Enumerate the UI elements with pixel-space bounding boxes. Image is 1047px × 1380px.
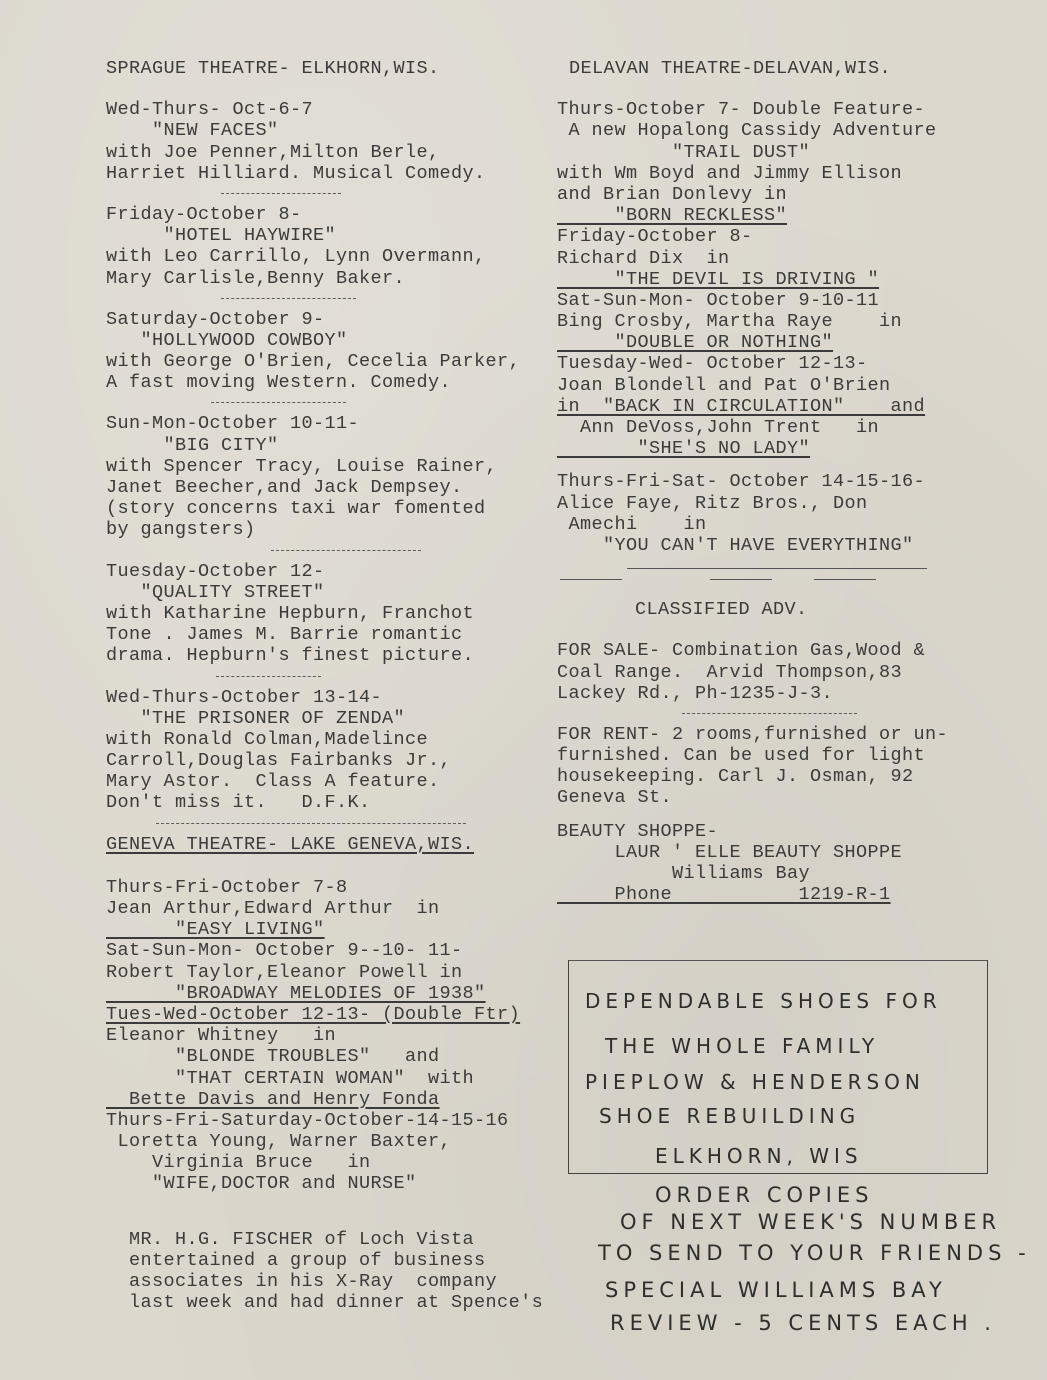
- listing-title: "YOU CAN'T HAVE EVERYTHING": [557, 534, 914, 556]
- listing-line: Alice Faye, Ritz Bros., Don: [557, 492, 868, 514]
- order-line: REVIEW - 5 CENTS EACH .: [610, 1311, 996, 1335]
- listing-line: with George O'Brien, Cecelia Parker,: [106, 351, 521, 373]
- ad-line: FOR SALE- Combination Gas,Wood &: [557, 640, 926, 662]
- ad-line: ELKHORN, WIS: [655, 1144, 863, 1168]
- listing-line: Tone . James M. Barrie romantic: [106, 624, 463, 646]
- geneva-heading: GENEVA THEATRE- LAKE GENEVA,WIS.: [106, 833, 475, 855]
- listing-title: "THE DEVIL IS DRIVING ": [557, 268, 880, 290]
- ad-line: SHOE REBUILDING: [599, 1104, 861, 1128]
- notice-line: entertained a group of business: [106, 1249, 486, 1271]
- listing-line: Bette Davis and Henry Fonda: [106, 1088, 440, 1110]
- listing-line: with Spencer Tracy, Louise Rainer,: [106, 455, 498, 477]
- listing-line: drama. Hepburn's finest picture.: [106, 645, 475, 667]
- order-line: ORDER COPIES: [655, 1183, 874, 1207]
- listing-line: Saturday-October 9-: [106, 308, 325, 330]
- listing-line: Bing Crosby, Martha Raye in: [557, 311, 903, 333]
- ad-line: furnished. Can be used for light: [557, 745, 926, 767]
- listing-line: with Wm Boyd and Jimmy Ellison: [557, 162, 903, 184]
- listing-title: "THAT CERTAIN WOMAN" with: [106, 1067, 475, 1089]
- listing-line: Tuesday-Wed- October 12-13-: [557, 353, 868, 375]
- listing-line: Friday-October 8-: [106, 203, 302, 225]
- listing-line: Thurs-Fri-October 7-8: [106, 876, 348, 898]
- ad-line: Williams Bay: [557, 863, 811, 884]
- listing-title: "THE PRISONER OF ZENDA": [106, 707, 406, 729]
- sprague-listing-1: [106, 99, 556, 184]
- listing-line: (story concerns taxi war fomented: [106, 498, 486, 520]
- listing-title: "BROADWAY MELODIES OF 1938": [106, 982, 486, 1004]
- listing-line: Wed-Thurs-October 13-14-: [106, 686, 383, 708]
- notice-line: MR. H.G. FISCHER of Loch Vista: [106, 1228, 475, 1250]
- delavan-listings: [557, 99, 1017, 459]
- listing-line: Sun-Mon-October 10-11-: [106, 413, 360, 435]
- listing-line: with Katharine Hepburn, Franchot: [106, 602, 475, 624]
- listing-line: Janet Beecher,and Jack Dempsey.: [106, 477, 463, 498]
- notice-line: last week and had dinner at Spence's: [106, 1292, 544, 1314]
- sprague-heading: SPRAGUE THEATRE- ELKHORN,WIS.: [106, 58, 440, 79]
- listing-line: Mary Carlisle,Benny Baker.: [106, 267, 406, 289]
- ad-line: PIEPLOW & HENDERSON: [585, 1070, 925, 1094]
- listing-title: "QUALITY STREET": [106, 581, 325, 603]
- ad-line: Geneva St.: [557, 787, 673, 809]
- ad-line: THE WHOLE FAMILY: [605, 1034, 880, 1058]
- listing-line: Ann DeVoss,John Trent in: [557, 417, 880, 438]
- ad-line: LAUR ' ELLE BEAUTY SHOPPE: [557, 841, 903, 863]
- ad-line: Lackey Rd., Ph-1235-J-3.: [557, 682, 834, 704]
- left-column: [106, 58, 556, 1313]
- ad-line: FOR RENT- 2 rooms,furnished or un-: [557, 723, 949, 745]
- beauty-shoppe-ad: [557, 821, 1017, 906]
- listing-line: by gangsters): [106, 519, 256, 541]
- listing-title: "EASY LIVING": [106, 919, 325, 941]
- listing-line: Harriet Hilliard. Musical Comedy.: [106, 162, 486, 184]
- listing-line: Amechi in: [557, 513, 707, 535]
- listing-line: Thurs-October 7- Double Feature-: [557, 99, 926, 121]
- listing-line: Loretta Young, Warner Baxter,: [106, 1131, 452, 1153]
- listing-line: Friday-October 8-: [557, 226, 753, 248]
- listing-line: Tuesday-October 12-: [106, 560, 325, 582]
- listing-line: Don't miss it. D.F.K.: [106, 792, 371, 814]
- ad-line: housekeeping. Carl J. Osman, 92: [557, 766, 914, 788]
- listing-line: Wed-Thurs- Oct-6-7: [106, 99, 314, 121]
- divider: [221, 298, 356, 299]
- geneva-listings: [106, 877, 556, 1195]
- shoe-ad-box: [568, 960, 988, 1174]
- order-line: SPECIAL WILLIAMS BAY: [605, 1278, 947, 1302]
- sprague-listing-4: [106, 413, 556, 540]
- order-line: TO SEND TO YOUR FRIENDS -: [598, 1241, 1031, 1265]
- listing-line: Sat-Sun-Mon- October 9-10-11: [557, 289, 880, 311]
- listing-title: "DOUBLE OR NOTHING": [557, 332, 834, 354]
- for-sale-ad: [557, 640, 1017, 704]
- listing-title: "BIG CITY": [106, 434, 279, 456]
- listing-title: "BORN RECKLESS": [557, 205, 788, 227]
- listing-line: Thurs-Fri-Sat- October 14-15-16-: [557, 471, 926, 493]
- listing-line: Jean Arthur,Edward Arthur in: [106, 898, 440, 919]
- right-column: [557, 58, 1017, 905]
- listing-title: "HOTEL HAYWIRE": [106, 225, 337, 247]
- order-line: OF NEXT WEEK'S NUMBER: [620, 1210, 1002, 1234]
- ad-line: DEPENDABLE SHOES FOR: [585, 989, 942, 1013]
- fischer-notice: [106, 1229, 556, 1314]
- listing-title: "HOLLYWOOD COWBOY": [106, 329, 348, 351]
- sprague-listing-2: [106, 204, 556, 289]
- divider: [682, 713, 857, 714]
- listing-line: Thurs-Fri-Saturday-October-14-15-16: [106, 1109, 509, 1131]
- listing-title: "BLONDE TROUBLES" and: [106, 1046, 440, 1068]
- classified-heading: CLASSIFIED ADV.: [635, 599, 808, 621]
- delavan-listing-final: [557, 471, 1017, 556]
- notice-line: associates in his X-Ray company: [106, 1271, 498, 1292]
- delavan-heading: DELAVAN THEATRE-DELAVAN,WIS.: [569, 58, 892, 79]
- listing-line: Virginia Bruce in: [106, 1152, 371, 1174]
- sprague-listing-3: [106, 309, 556, 394]
- listing-line: Sat-Sun-Mon- October 9--10- 11-: [106, 940, 463, 962]
- listing-line: with Joe Penner,Milton Berle,: [106, 141, 440, 163]
- divider: [216, 676, 321, 677]
- listing-title: "TRAIL DUST": [557, 141, 811, 163]
- listing-line: in "BACK IN CIRCULATION" and: [557, 395, 926, 417]
- listing-line: Richard Dix in: [557, 247, 730, 269]
- divider: [156, 823, 466, 824]
- listing-line: and Brian Donlevy in: [557, 183, 788, 205]
- listing-line: Carroll,Douglas Fairbanks Jr.,: [106, 750, 452, 772]
- listing-line: Tues-Wed-October 12-13- (Double Ftr): [106, 1003, 521, 1025]
- listing-title: "NEW FACES": [106, 120, 279, 142]
- for-rent-ad: [557, 724, 1017, 809]
- divider: [221, 193, 341, 194]
- ad-line: Coal Range. Arvid Thompson,83: [557, 661, 903, 683]
- ad-line: Phone 1219-R-1: [557, 884, 891, 906]
- listing-line: with Leo Carrillo, Lynn Overmann,: [106, 246, 486, 268]
- sprague-listing-5: [106, 561, 556, 667]
- listing-line: Mary Astor. Class A feature.: [106, 771, 440, 793]
- listing-line: Robert Taylor,Eleanor Powell in: [106, 961, 463, 983]
- listing-line: Eleanor Whitney in: [106, 1025, 337, 1047]
- divider-group: [557, 569, 1017, 591]
- listing-line: Joan Blondell and Pat O'Brien: [557, 374, 891, 396]
- listing-title: "WIFE,DOCTOR and NURSE": [106, 1173, 417, 1195]
- listing-line: A new Hopalong Cassidy Adventure: [557, 120, 937, 142]
- ad-line: BEAUTY SHOPPE-: [557, 820, 719, 842]
- divider: [271, 550, 421, 551]
- divider: [211, 402, 346, 403]
- listing-title: "SHE'S NO LADY": [557, 438, 811, 460]
- sprague-listing-6: [106, 687, 556, 814]
- listing-line: with Ronald Colman,Madelince: [106, 728, 429, 750]
- listing-line: A fast moving Western. Comedy.: [106, 372, 452, 394]
